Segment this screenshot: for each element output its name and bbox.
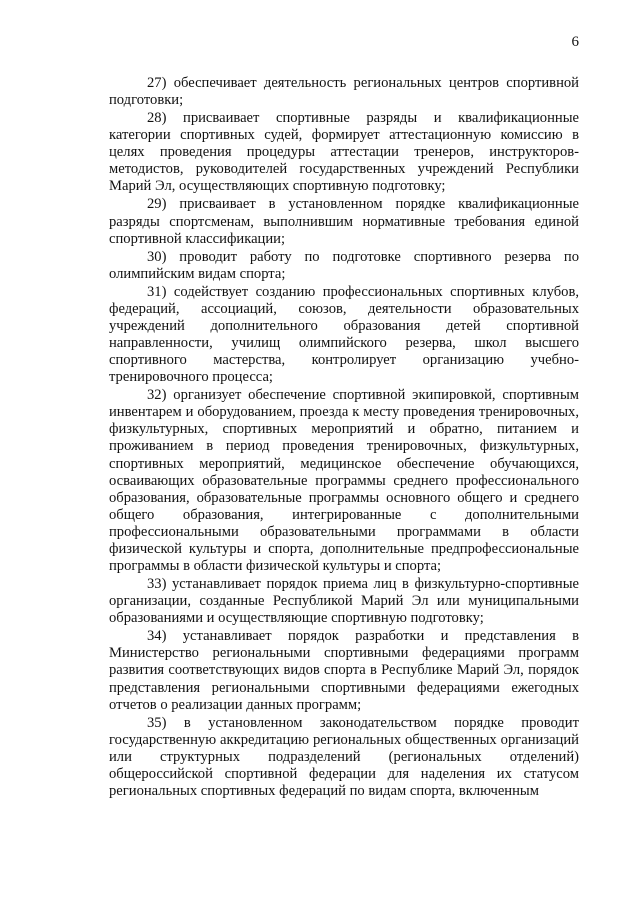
paragraph-item-35: 35) в установленном законодательством порядке проводит государственную аккредитацию региональных общественных организаций или структурных подразделений (региональных отделений) общероссийской спортивной федерации для наделения их статусом региональных спортивных федераций по видам спорта, включенным	[109, 714, 579, 799]
paragraph-item-31: 31) содействует созданию профессиональных спортивных клубов, федераций, ассоциаций, союзов, деятельности образовательных учреждений дополнительного образования детей спортивной направленности, училищ олимпийского резерва, школ высшего спортивного мастерства, контролирует организацию учебно-тренировочного процесса;	[109, 283, 579, 386]
paragraph-item-30: 30) проводит работу по подготовке спортивного резерва по олимпийским видам спорта;	[109, 248, 579, 282]
paragraph-item-29: 29) присваивает в установленном порядке квалификационные разряды спортсменам, выполнившим нормативные требования единой спортивной классификации;	[109, 196, 579, 247]
paragraph-item-33: 33) устанавливает порядок приема лиц в физкультурно-спортивные организации, созданные Республикой Марий Эл или муниципальными образованиями и осуществляющие спортивную подготовку;	[109, 576, 579, 627]
paragraph-item-28: 28) присваивает спортивные разряды и квалификационные категории спортивных судей, формирует аттестационную комиссию в целях проведения процедуры аттестации тренеров, инструкторов-методистов, руководителей государственных учреждений Республики Марий Эл, осуществляющих спортивную подготовку;	[109, 110, 579, 195]
page-number: 6	[571, 34, 579, 50]
paragraph-item-27: 27) обеспечивает деятельность региональных центров спортивной подготовки;	[109, 75, 579, 109]
paragraph-item-34: 34) устанавливает порядок разработки и представления в Министерство региональными спортивными федерациями программ развития соответствующих видов спорта в Республике Марий Эл, порядок представления региональными спортивными федерациями ежегодных отчетов о реализации данных программ;	[109, 628, 579, 713]
document-body	[109, 75, 579, 801]
paragraph-item-32: 32) организует обеспечение спортивной экипировкой, спортивным инвентарем и оборудованием, проезда к месту проведения тренировочных, физкультурных, спортивных мероприятий и обратно, питанием и проживанием в период проведения тренировочных, физкультурных, спортивных мероприятий, медицинское обеспечение обучающихся, осваивающих образовательные программы среднего профессионального образования, образовательные программы основного общего и среднего общего образования, интегрированные с дополнительными профессиональными образовательными программами в области физической культуры и спорта, дополнительные предпрофессиональные программы в области физической культуры и спорта;	[109, 387, 579, 575]
